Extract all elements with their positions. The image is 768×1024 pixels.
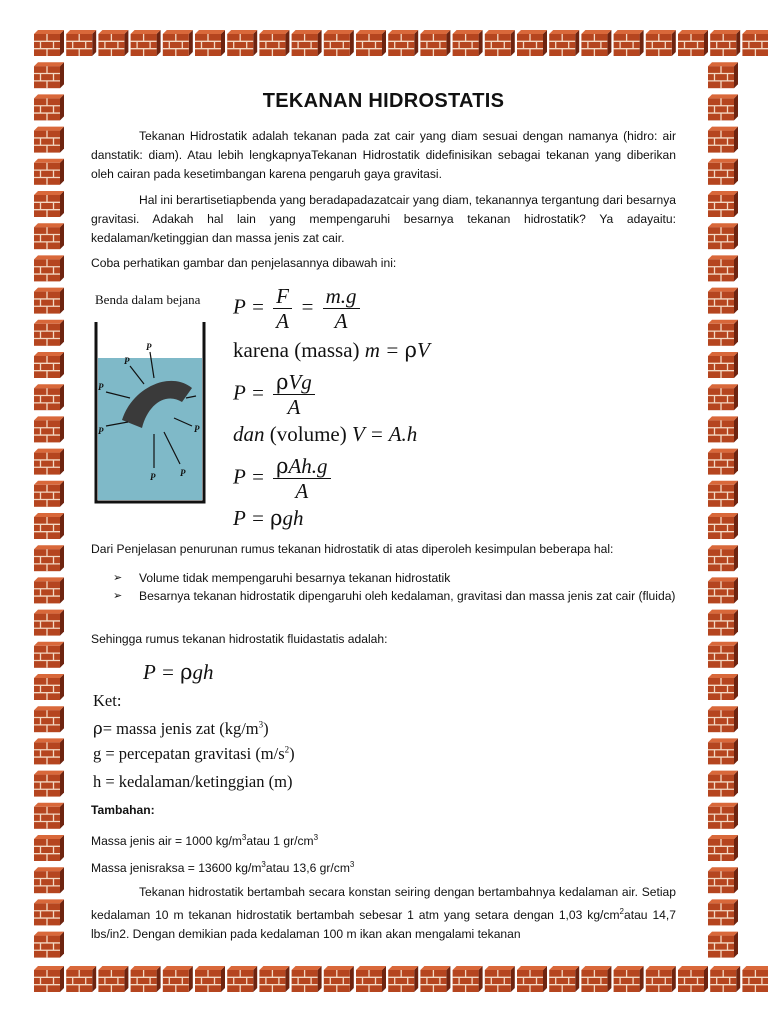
brick-tile [34,384,64,410]
force-label-p: P [180,468,186,478]
brick-tile [34,577,64,603]
brick-tile [34,674,64,700]
brick-tile [708,899,738,925]
brick-tile [708,127,738,153]
brick-tile [708,416,738,442]
dan-label: dan [233,422,265,446]
brick-tile [34,545,64,571]
ket-rho: ρ= massa jenis zat $(kg/m^3)$ [93,719,269,738]
document-page [91,0,676,1024]
list-item: ➢ Volume tidak mempengaruhi besarnya tekanan hidrostatik [113,571,451,585]
brick-tile [708,932,738,958]
force-label-p: P [146,342,152,352]
brick-tile [708,513,738,539]
force-label-p: P [98,426,104,436]
figure-intro-text: Coba perhatikan gambar dan penjelasannya dibawah ini: [91,256,397,270]
volume-label: (volume) [269,422,347,446]
brick-tile [708,642,738,668]
conclusion-list [91,570,676,606]
brick-tile [708,706,738,732]
brick-tile [708,320,738,346]
brick-tile [34,416,64,442]
closing-paragraph: Tekanan hidrostatik bertambah secara konstan seiring dengan bertambahnya kedalaman air. Setiap kedalaman 10 m tekanan hidrostatik bertambah sebesar 1 atm yang setara dengan 1,03 $kg/cm^2atau$ 14,7 lbs/in2. Dengan demikian pada kedalaman 100 m ikan akan mengalami tekanan [91,885,676,942]
formula-volume: dan (volume) V = A.h [233,422,418,446]
brick-tile [708,352,738,378]
brick-tile [742,30,768,56]
force-label-p: P [98,382,104,392]
brick-tile [708,867,738,893]
brick-tile [34,352,64,378]
brick-tile [708,62,738,88]
formula-p-rho-vg: P = $\frac{\text{ρVg}}{A}$ [233,370,318,419]
brick-tile [708,223,738,249]
brick-tile [34,94,64,120]
brick-tile [708,771,738,797]
brick-tile [708,803,738,829]
formula-intro: Sehingga rumus tekanan hidrostatik fluidastatis adalah: [91,632,388,646]
formula-p-f-over-a: P = $\frac{F}{A}$ = $\frac{m.g}{A}$ [233,284,363,333]
brick-tile [34,738,64,764]
force-label-p: P [194,424,200,434]
brick-tile [710,30,740,56]
brick-tile [34,966,64,992]
brick-tile [34,191,64,217]
brick-tile [34,899,64,925]
brick-tile [708,610,738,636]
brick-tile [34,320,64,346]
vessel-figure [92,318,210,506]
tambahan-heading: Tambahan: [91,803,155,817]
brick-tile [708,159,738,185]
brick-tile [34,127,64,153]
brick-tile [34,223,64,249]
brick-tile [708,481,738,507]
brick-tile [742,966,768,992]
brick-tile [34,932,64,958]
mercury-density-text: Massa jenisraksa = 13600 $kg/m^3atau$ 13,6 $gr/cm^3$ [91,860,355,876]
brick-tile [678,966,708,992]
brick-tile [708,384,738,410]
brick-tile [34,255,64,281]
page-title: TEKANAN HIDROSTATIS [262,90,505,112]
brick-tile [34,867,64,893]
ket-g: g = percepatan gravitasi $(m/s^2)$ [93,744,295,763]
brick-tile [34,288,64,314]
list-item: ➢ Besarnya tekanan hidrostatik dipengaruhi oleh kedalaman, gravitasi dan massa jenis zat cair (fluida) [113,589,676,603]
brick-tile [34,835,64,861]
brick-tile [708,835,738,861]
brick-tile [34,159,64,185]
force-label-p: P [150,472,156,482]
main-formula: P = ρgh [143,660,214,684]
water-density-text: Massa jenis air = 1000 $kg/m^3atau$ 1 $gr/cm^3$ [91,833,319,849]
brick-tile [708,255,738,281]
brick-tile [34,803,64,829]
brick-tile [678,30,708,56]
figure-caption: Benda dalam bejana [95,292,201,307]
brick-tile [34,30,64,56]
intro-paragraph: Tekanan Hidrostatik adalah tekanan pada zat cair yang diam sesuai dengan namanya (hidro: air danstatik: diam). Atau lebih lengkapnyaTekanan Hidrostatik didefinisikan sebagai tekanan yang diberikan oleh cairan pada kesetimbangan karena pengaruh gaya gravitasi. [91,129,676,181]
brick-tile [34,481,64,507]
brick-tile [708,191,738,217]
brick-tile [34,610,64,636]
brick-tile [708,545,738,571]
brick-tile [710,966,740,992]
brick-tile [34,62,64,88]
brick-tile [34,771,64,797]
brick-tile [34,706,64,732]
brick-tile [708,577,738,603]
brick-tile [34,642,64,668]
formula-p-rho-gh: P = ρgh [233,506,304,530]
brick-tile [708,449,738,475]
formula-mass: karena (massa) m = ρV [233,338,430,362]
conclusion-intro: Dari Penjelasan penurunan rumus tekanan hidrostatik di atas diperoleh kesimpulan beberapa hal: [91,542,614,556]
brick-tile [34,513,64,539]
gravity-paragraph: Hal ini berartisetiapbenda yang beradapadazatcair yang diam, tekanannya tergantung dari besarnya gravitasi. Adakah hal lain yang mempengaruhi besarnya tekanan hidrostatik? Ya adayaitu: kedalaman/ketinggian dan massa jenis zat cair. [91,193,676,245]
brick-tile [708,94,738,120]
brick-tile [708,674,738,700]
ket-heading: Ket: [93,691,122,710]
karena-label: karena (massa) [233,338,360,362]
force-label-p: P [124,356,130,366]
brick-tile [34,449,64,475]
formula-p-rho-ahg: P = $\frac{\text{ρAh.g}}{A}$ [233,454,334,503]
brick-tile [708,288,738,314]
brick-tile [708,738,738,764]
ket-h: h = kedalaman/ketinggian (m) [93,772,293,791]
